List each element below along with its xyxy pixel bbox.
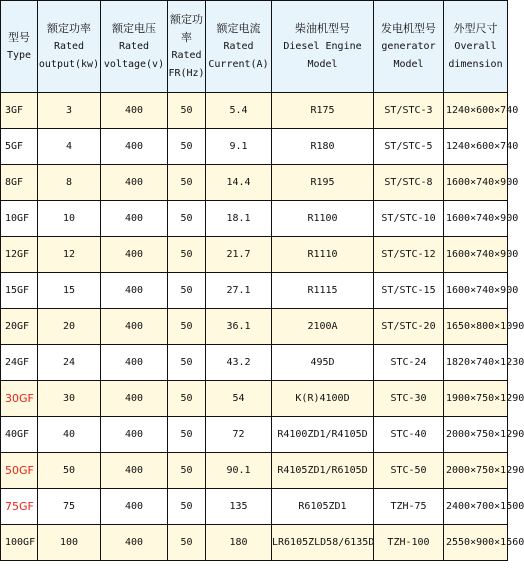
cell-frequency: 50 xyxy=(168,489,206,525)
cell-frequency: 50 xyxy=(168,129,206,165)
cell-output: 40 xyxy=(38,417,101,453)
header-type: 型号 Type xyxy=(1,1,38,93)
table-row xyxy=(1,165,508,201)
cell-dimension: 1600×740×900 xyxy=(444,237,508,273)
header-current: 额定电流 Rated Current(A) xyxy=(206,1,272,93)
cell-frequency: 50 xyxy=(168,165,206,201)
cell-output: 30 xyxy=(38,381,101,417)
cell-frequency: 50 xyxy=(168,453,206,489)
cell-current: 43.2 xyxy=(206,345,272,381)
cell-engine: R6105ZD1 xyxy=(272,489,374,525)
cell-output: 8 xyxy=(38,165,101,201)
cell-type: 100GF xyxy=(1,525,38,561)
cell-generator: ST/STC-20 xyxy=(374,309,444,345)
cell-type: 40GF xyxy=(1,417,38,453)
cell-current: 90.1 xyxy=(206,453,272,489)
cell-output: 10 xyxy=(38,201,101,237)
cell-voltage: 400 xyxy=(101,201,168,237)
cell-voltage: 400 xyxy=(101,93,168,129)
cell-type: 10GF xyxy=(1,201,38,237)
cell-generator: ST/STC-3 xyxy=(374,93,444,129)
cell-frequency: 50 xyxy=(168,237,206,273)
cell-type: 75GF xyxy=(1,489,38,525)
cell-generator: STC-24 xyxy=(374,345,444,381)
cell-generator: ST/STC-12 xyxy=(374,237,444,273)
table-body xyxy=(1,1,524,561)
cell-engine: R175 xyxy=(272,93,374,129)
cell-voltage: 400 xyxy=(101,417,168,453)
cell-output: 100 xyxy=(38,525,101,561)
cell-voltage: 400 xyxy=(101,381,168,417)
table-row xyxy=(1,237,508,273)
cell-dimension: 2000×750×1290 xyxy=(444,417,508,453)
cell-generator: ST/STC-5 xyxy=(374,129,444,165)
cell-frequency: 50 xyxy=(168,417,206,453)
table-row xyxy=(1,381,508,417)
cell-generator: STC-40 xyxy=(374,417,444,453)
cell-voltage: 400 xyxy=(101,525,168,561)
cell-frequency: 50 xyxy=(168,525,206,561)
cell-output: 12 xyxy=(38,237,101,273)
table-row xyxy=(1,273,508,309)
cell-voltage: 400 xyxy=(101,273,168,309)
cell-type: 8GF xyxy=(1,165,38,201)
cell-type: 5GF xyxy=(1,129,38,165)
cell-dimension: 2550×900×1560 xyxy=(444,525,508,561)
table-row xyxy=(1,489,508,525)
cell-generator: TZH-75 xyxy=(374,489,444,525)
cell-frequency: 50 xyxy=(168,381,206,417)
table-row xyxy=(1,453,508,489)
table-row xyxy=(1,309,508,345)
cell-current: 135 xyxy=(206,489,272,525)
table-row xyxy=(1,345,508,381)
table-row xyxy=(1,525,508,561)
header-output: 额定功率 Rated output(kw) xyxy=(38,1,101,93)
cell-dimension: 1600×740×900 xyxy=(444,273,508,309)
cell-engine: R180 xyxy=(272,129,374,165)
cell-output: 75 xyxy=(38,489,101,525)
cell-type: 12GF xyxy=(1,237,38,273)
cell-current: 72 xyxy=(206,417,272,453)
cell-engine: R4105ZD1/R6105D xyxy=(272,453,374,489)
cell-generator: ST/STC-10 xyxy=(374,201,444,237)
cell-current: 18.1 xyxy=(206,201,272,237)
table-row xyxy=(1,129,508,165)
cell-frequency: 50 xyxy=(168,201,206,237)
cell-current: 54 xyxy=(206,381,272,417)
cell-current: 21.7 xyxy=(206,237,272,273)
cell-generator: ST/STC-15 xyxy=(374,273,444,309)
cell-output: 24 xyxy=(38,345,101,381)
cell-generator: ST/STC-8 xyxy=(374,165,444,201)
cell-voltage: 400 xyxy=(101,165,168,201)
cell-frequency: 50 xyxy=(168,273,206,309)
cell-frequency: 50 xyxy=(168,345,206,381)
cell-current: 5.4 xyxy=(206,93,272,129)
cell-type: 20GF xyxy=(1,309,38,345)
cell-output: 20 xyxy=(38,309,101,345)
cell-generator: TZH-100 xyxy=(374,525,444,561)
cell-engine: R1100 xyxy=(272,201,374,237)
header-row xyxy=(1,1,508,93)
cell-dimension: 1820×740×1230 xyxy=(444,345,508,381)
cell-dimension: 1650×800×1090 xyxy=(444,309,508,345)
header-engine: 柴油机型号 Diesel Engine Model xyxy=(272,1,374,93)
header-voltage: 额定电压 Rated voltage(v) xyxy=(101,1,168,93)
cell-type: 15GF xyxy=(1,273,38,309)
cell-current: 180 xyxy=(206,525,272,561)
cell-dimension: 1900×750×1290 xyxy=(444,381,508,417)
cell-generator: STC-50 xyxy=(374,453,444,489)
cell-engine: R4100ZD1/R4105D xyxy=(272,417,374,453)
cell-type: 50GF xyxy=(1,453,38,489)
header-generator: 发电机型号 generator Model xyxy=(374,1,444,93)
cell-dimension: 1600×740×900 xyxy=(444,165,508,201)
cell-current: 14.4 xyxy=(206,165,272,201)
cell-voltage: 400 xyxy=(101,453,168,489)
cell-voltage: 400 xyxy=(101,237,168,273)
cell-voltage: 400 xyxy=(101,489,168,525)
cell-output: 4 xyxy=(38,129,101,165)
cell-output: 50 xyxy=(38,453,101,489)
cell-current: 27.1 xyxy=(206,273,272,309)
cell-dimension: 2000×750×1290 xyxy=(444,453,508,489)
cell-dimension: 1240×600×740 xyxy=(444,93,508,129)
cell-voltage: 400 xyxy=(101,345,168,381)
cell-voltage: 400 xyxy=(101,129,168,165)
cell-engine: K(R)4100D xyxy=(272,381,374,417)
cell-frequency: 50 xyxy=(168,309,206,345)
cell-type: 3GF xyxy=(1,93,38,129)
cell-type: 30GF xyxy=(1,381,38,417)
cell-dimension: 1240×600×740 xyxy=(444,129,508,165)
cell-engine: R1110 xyxy=(272,237,374,273)
cell-current: 36.1 xyxy=(206,309,272,345)
cell-output: 3 xyxy=(38,93,101,129)
cell-frequency: 50 xyxy=(168,93,206,129)
cell-type: 24GF xyxy=(1,345,38,381)
cell-engine: R195 xyxy=(272,165,374,201)
table-row xyxy=(1,201,508,237)
cell-engine: 2100A xyxy=(272,309,374,345)
table-row xyxy=(1,93,508,129)
header-frequency: 额定功率 Rated FR(Hz) xyxy=(168,1,206,93)
cell-current: 9.1 xyxy=(206,129,272,165)
cell-engine: R1115 xyxy=(272,273,374,309)
cell-dimension: 2400×700×1500 xyxy=(444,489,508,525)
table-row xyxy=(1,417,508,453)
cell-engine: LR6105ZLD58/6135D xyxy=(272,525,374,561)
cell-output: 15 xyxy=(38,273,101,309)
cell-voltage: 400 xyxy=(101,309,168,345)
header-dimension: 外型尺寸 Overall dimension xyxy=(444,1,508,93)
cell-dimension: 1600×740×900 xyxy=(444,201,508,237)
cell-generator: STC-30 xyxy=(374,381,444,417)
cell-engine: 495D xyxy=(272,345,374,381)
